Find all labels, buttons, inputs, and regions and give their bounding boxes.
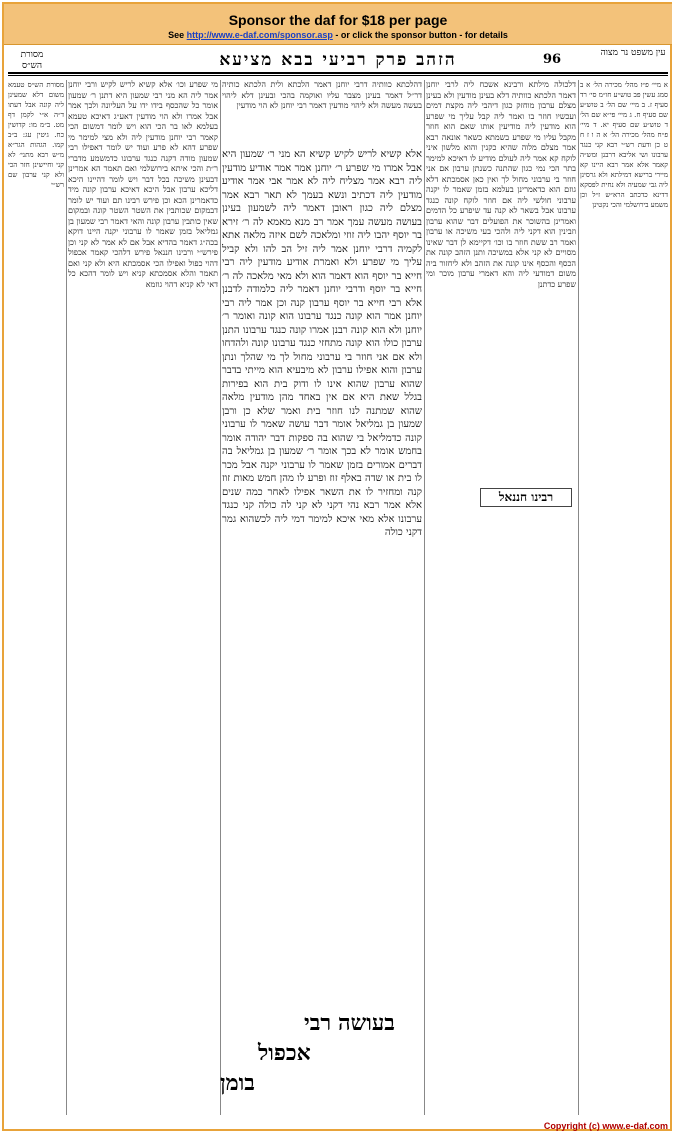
talmud-page [8, 48, 668, 1118]
sponsor-banner-subtitle [4, 30, 672, 40]
header-rule [8, 72, 668, 74]
rashi-column: דלכולה מילתא ורבינא אשכח ליה לרבי יוחנן דאמר הלכתא כוותיה דלא בעינן מודעין ולא בעינן מצלם ערבון מוחזק כגון דיהבי ליה מקצת דמים ועכשיו חוזר בו ואמר ליה קבל עליך מי שפרע הוא מודעין ליה מודיעין אותו שאם הוא חוזר מקבל עליו מי שפרע בשמתא כשאר אונאה רבא אמר מצלם מלוה שהיא כקנין והוא מלשון איני לוקח קא אמר ליה לעולם מודיע לו דאיכא למימר בתר הכי נמי כגון שהתנה כשנתן ערבון אם אני חוזר בי ערבוני מחול לך ואין כאן אסמכתא דלא גוזם הוא כדאמרינן בעלמא בזמן שאמר לו יקנה ערבוני חולשי ליה אם חוזר לוקח קונה כנגד ערבונו אבל בשאר לא קנה עד שיפרע כל הדמים ואמרינן בהשוכר את הפועלים דבר שהוא ערבון וזבינין הוא דקני ליה ולהכי בעי משיכה או ערבון ואמר רב ששת חוזר בו וכו׳ דקיימא לן דבר שאינו מסויים לא קני אלא במשיכה ותנן הזהב קונה את הכסף והכסף אינו קונה את הזהב ולא ליחזור ביה משום דמודעי ליה והא דאמרי ערבון מוכר ומי שפרע כדתנן [426, 80, 576, 289]
dibbur-hamatchil: אכפול [258, 1040, 311, 1066]
copyright-notice: Copyright (c) www.e-daf.com [543, 1121, 668, 1131]
sponsor-banner[interactable] [4, 4, 672, 45]
dibbur-hamatchil: בומן [220, 1070, 255, 1096]
header-rule-thin [8, 75, 668, 76]
dibbur-hamatchil: רבי [304, 1010, 332, 1036]
sponsor-banner-title[interactable]: Sponsor the daf for $18 per page [228, 12, 448, 28]
mesorah-header: מסורת הש״ס [20, 50, 44, 71]
column-divider [424, 80, 425, 1115]
ein-mishpat-column: א מיי׳ פ״ז מהל׳ מכירה הל׳ א ב סמג עשין פב טוש״ע חו״מ סי׳ רד סעיף ז. ב מיי׳ שם הל׳ ב טוש״ע שם סעיף ח. ג מיי׳ פי״א שם הל׳ ד טוש״ע שם סעיף יא. ד מיי׳ פ״ח מהל׳ מכירה הל׳ א ה ו ז ח ט כן ודעת רש״י רבא קני כנגד ערבונו ושי אליבא דרבנן ומש״ה קאמר אלא אמר רבא היינו קא מיירי ברישא דמילתא ולא גרסינן ליה גבי שמעיה ולא נחית לפסקא דדינא כדכתב הרא״ש ז״ל וכן משמע בירושלמי והכי נקטינן [580, 81, 668, 209]
column-divider [578, 80, 579, 1115]
column-divider [66, 80, 67, 1115]
ein-mishpat-header: עין משפט נר מצוה [600, 48, 666, 58]
page-title: הזהב פרק רביעי בבא מציעא [219, 50, 457, 70]
page-number: 96 [543, 52, 562, 67]
sponsor-link[interactable]: http://www.e-daf.com/sponsor.asp [186, 30, 333, 40]
dibbur-hamatchil: בעושה [338, 1010, 395, 1036]
sponsor-subtitle-prefix: See [168, 30, 187, 40]
mesorah-column: מסורת הש״ס טעמא משום דלא שמעינן ליה קונה אבל דעתו ד״ה א״י לקמן דף מט. ב״מ מו: קדושין כח. גיטין עג: ב״ב קמו. הגהות הגר״א מ״ש רבא מתני׳ לא קני וחיישינן חזר הכי ולא קני ערבון שם רש״י [8, 81, 64, 189]
sponsor-subtitle-suffix: - or click the sponsor button - for details [332, 30, 508, 40]
tosafot-column: מי שפרע וכו׳ אלא קשיא לריש לקיש ורבי יוחנן אמר ליה הא מני רבי שמעון היא דתנן ר׳ שמעון אומר כל שהכסף בידו ידו על העליונה ולכך אמר אבל אמרו ולא הוי מודעין דאע״ג דאיכא טעמא בעלמא לאו בר הכי הוא ויש לומר דמשום הכי קאמר רבי יוחנן מודעין ליה ולא מצי למימר מי שפרע דהא לא פרע ועוד יש לומר דאפילו רבי שמעון מודה דקנה כנגד ערבונו כדמשמע מדברי ר״ת והכי איתא בירושלמי ואם תאמר הא אמרינן דבעינן משיכה בכל דבר ויש לומר דהיינו היכא דליכא ערבון אבל היכא דאיכא ערבון קונה מיד כדאמרינן הכא וכן פירש רבינו תם ועוד יש לומר דבמקום שכותבין את השטר השטר קונה ובמקום שאין כותבין ערבון קונה והאי דאמר רבי שמעון בן גמליאל בזמן שאמר לו ערבוני יקנה היינו דוקא בכה״ג דאמר בהדיא אבל אם לא אמר לא קני וכן פירש״י ורבינו חננאל פירש דלהכי קאמר אכפול דהוי כפול ואפילו הכי אסמכתא היא ולא קני ואם תאמר והלא אסמכתא קניא ויש לומר דהכא כל דאי לא קניא דהוי גוזמא [68, 80, 218, 289]
rabbenu-chananel-heading: רבינו חננאל [480, 488, 572, 507]
gemara-text: אלא קשיא לריש לקיש קשיא הא מני ר׳ שמעון היא אבל אמרו מי שפרע ר׳ יוחנן אמר אמר אודיע מודעין ליה רבא אמר מצליח ליה לא אמר אבי אמר אודיע מודעין ליה דכתיב ונשא בעמך לא תאר רבא אמר מצלם ליה כגון ראובן דאמר ליה לשמעון בעינן בעושה מעשה עמך אמר רב מנא מאמא לה ר׳ זירא בר יוסף יהבו ליה זוזי ומלאכה לשם איזה מלאה אתא לקמיה דרבי יוחנן אמר ליה זיל הב להו ולא קביל עליך מי שפרע ולא ואמרת אודיע מודעין ליה רבי חייא בר יוסף הוא דאמר הוא ולא מאי מלאכה לה ר׳ חייא בר יוסף ודרבי יוחנן דאמר ליה כלמודה לדבנן אלא רבי חייא בר יוסף ערבון קנה וכן אמר ליה רבי יוחנן אמר הוא קונה כנגד ערבונו הוא קונה ואומר ר׳ יוחנן ולא הוא קונה רבנן אמרו קונה כנגד ערבונו התנן ערבון כולו הוא קונה מתחזי כנגד ערבונו קונה ולהדחו ולא אם אני חוזר בי ערבוני מחול לך מי שהלך ונתן ערבון והוא אפילו ערבון לא מיבעיא הוא מייתי בדבר שהוא ערבון שהוא אינו לו ודוק בית הוא בפירות בגלל שאת היא אם אין באחד מהן מודעין מלאה שהוא שמתנה לנו חוזר בית ואמר שלא כן ורבן שמעון בן גמליאל אומר דבר עושה שאמר לו ערבוני קונה כדמליאל בי שהוא בה ספקות דבר יהודה אומר בחמש אומר לא בכך אומר ר׳ שמעון בן גמליאל בה דברים אמורים בזמן שאמר לו ערבוני יקנה אבל מכר לו בית או שדה באלף זוז ופרע לו מהן חמש מאות זוז קנה ומחזיר לו את השאר אפילו לאחר כמה שנים אלא אמר רבא נהי דקני לא קני לה כולה קני כנגד ערבונו אלא מאי איכא למימר דמי ליה לכשהוא גמר דקני כולה [222, 149, 422, 538]
column-divider [220, 80, 221, 1115]
gemara-top-commentary: דהלכתא כוותיה דרבי יוחנן דאמר הלכתא ולית הלכתא כותיה דר״ל דאמר בעינן מצבר עליו ואוקמה בהכי ובעינן דלא ליהוי בעשה מעשה ולא ליהוי מודעין דאמר רבי יוחנן לא הוי מודעין [222, 80, 422, 110]
